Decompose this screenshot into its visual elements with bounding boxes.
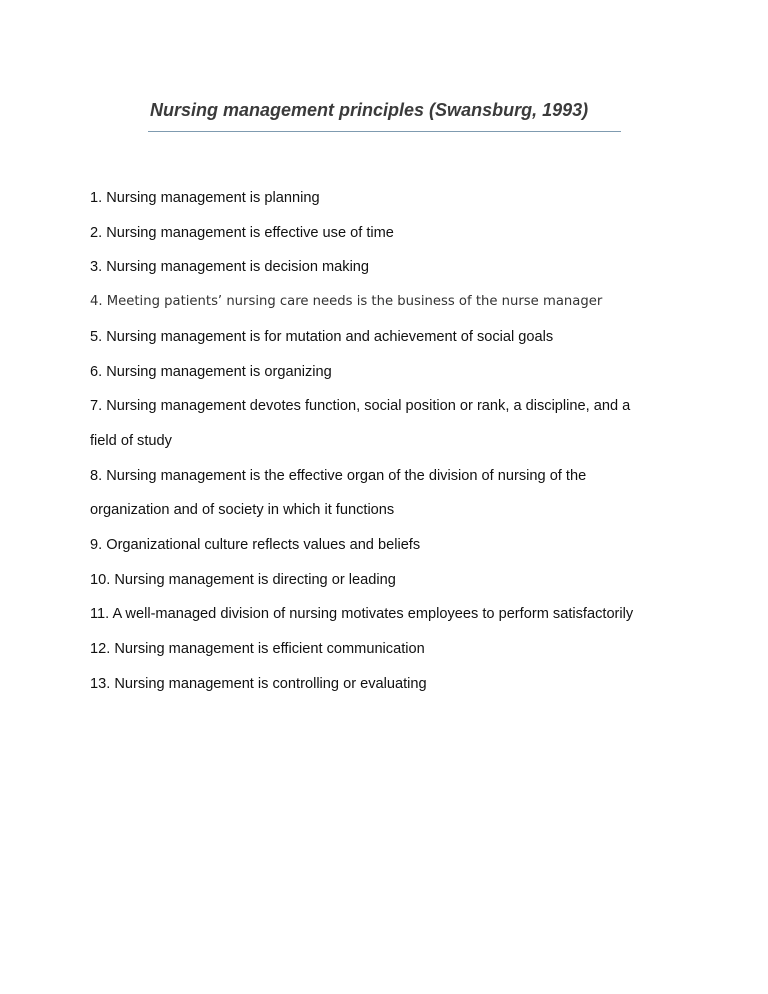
list-item: 12. Nursing management is efficient communication: [90, 641, 425, 658]
list-item: 2. Nursing management is effective use of time: [90, 224, 394, 241]
list-item: 7. Nursing management devotes function, social position or rank, a discipline, and a: [90, 398, 631, 415]
list-item: 4. Meeting patients’ nursing care needs is the business of the nurse manager: [90, 294, 603, 310]
list-item-continuation: organization and of society in which it functions: [90, 502, 395, 519]
list-item: 8. Nursing management is the effective organ of the division of nursing of the: [90, 467, 587, 484]
list-item: 10. Nursing management is directing or leading: [90, 571, 396, 588]
title-underline: [148, 131, 621, 132]
list-item-continuation: field of study: [90, 432, 172, 449]
list-item: 6. Nursing management is organizing: [90, 363, 332, 380]
list-item: 5. Nursing management is for mutation and achievement of social goals: [90, 328, 554, 345]
document-title: Nursing management principles (Swansburg, 1993): [150, 100, 589, 120]
list-item: 13. Nursing management is controlling or evaluating: [90, 675, 427, 692]
list-item: 1. Nursing management is planning: [90, 190, 320, 206]
list-item: 11. A well-managed division of nursing motivates employees to perform satisfactorily: [90, 606, 634, 623]
principles-list: [90, 181, 690, 702]
list-item: 3. Nursing management is decision making: [90, 259, 370, 276]
list-item: 9. Organizational culture reflects values and beliefs: [90, 537, 421, 554]
